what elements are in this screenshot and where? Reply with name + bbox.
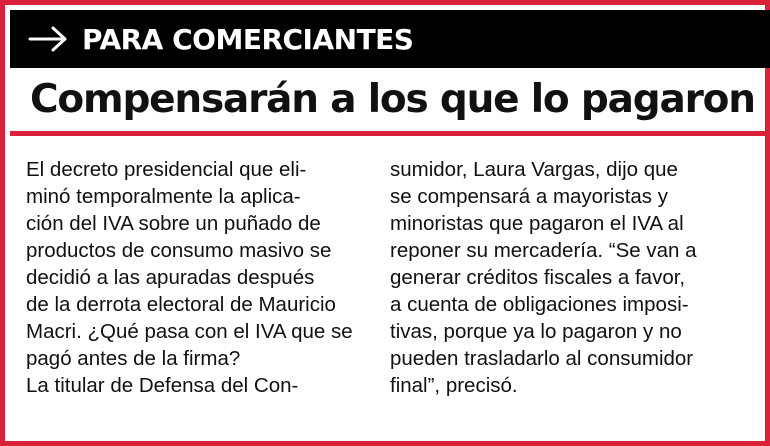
headline-box [10, 68, 770, 136]
body-line: minó temporalmente la aplica- [26, 185, 301, 208]
arrow-right-icon [28, 24, 68, 54]
body-line: se compensará a mayoristas y [390, 185, 669, 208]
body-line: ción del IVA sobre un puñado de [26, 212, 321, 235]
body-line: decidió a las apuradas después [26, 266, 315, 289]
right-column [390, 156, 756, 399]
body-line: pueden trasladarlo al consumidor [390, 347, 694, 370]
body-line: tivas, porque ya lo pagaron y no [390, 320, 682, 343]
body-line: productos de consumo masivo se [26, 239, 332, 262]
body-line: final”, precisó. [390, 374, 518, 397]
headline: Compensarán a los que lo pagaron [30, 77, 755, 122]
body-line: generar créditos fiscales a favor, [390, 266, 686, 289]
body-line: de la derrota electoral de Mauricio [26, 293, 336, 316]
body-line: pagó antes de la firma? [26, 347, 241, 370]
body-line: reponer su mercadería. “Se van a [390, 239, 697, 262]
body-line: Macri. ¿Qué pasa con el IVA que se [26, 320, 353, 343]
body-line: sumidor, Laura Vargas, dijo que [390, 158, 678, 181]
body-line: El decreto presidencial que eli- [26, 158, 307, 181]
section-kicker: PARA COMERCIANTES [82, 22, 414, 56]
left-column [26, 156, 386, 399]
body-line: La titular de Defensa del Con- [26, 374, 299, 397]
section-bar [10, 10, 770, 68]
body-line: a cuenta de obligaciones imposi- [390, 293, 689, 316]
article-body [26, 156, 756, 426]
body-line: minoristas que pagaron el IVA al [390, 212, 684, 235]
